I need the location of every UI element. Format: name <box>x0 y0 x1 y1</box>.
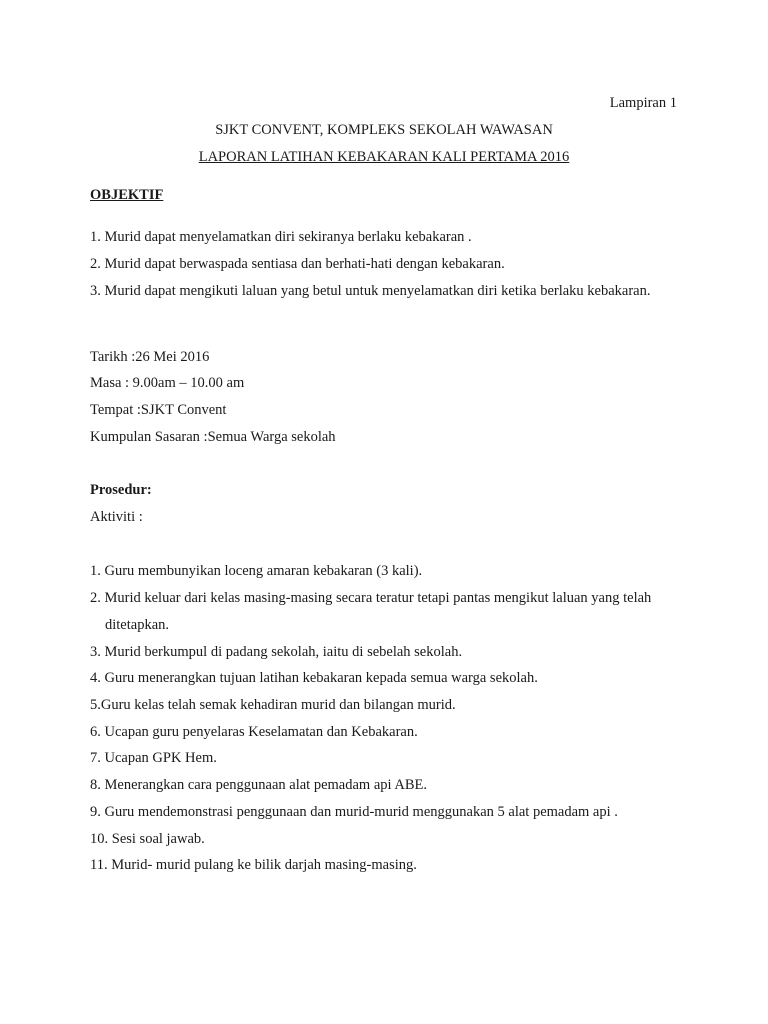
objective-item-2: 2. Murid dapat berwaspada sentiasa dan berhati-hati dengan kebakaran. <box>90 256 505 272</box>
procedure-item-1: 1. Guru membunyikan loceng amaran kebakaran (3 kali). <box>90 563 423 579</box>
objectives-heading: OBJEKTIF <box>90 187 164 203</box>
procedure-item-2: 2. Murid keluar dari kelas masing-masing secara teratur tetapi pantas mengikut laluan yang telah <box>90 590 652 606</box>
procedure-item-3: 3. Murid berkumpul di padang sekolah, iaitu di sebelah sekolah. <box>90 644 463 660</box>
procedure-item-8: 8. Menerangkan cara penggunaan alat pemadam api ABE. <box>90 777 427 793</box>
procedure-heading: Prosedur: <box>90 482 152 498</box>
procedure-item-7: 7. Ucapan GPK Hem. <box>90 750 217 766</box>
procedure-subheading: Aktiviti : <box>90 509 143 525</box>
detail-time: Masa : 9.00am – 10.00 am <box>90 375 245 391</box>
procedure-item-2-continuation: ditetapkan. <box>105 617 170 633</box>
objective-item-3: 3. Murid dapat mengikuti laluan yang betul untuk menyelamatkan diri ketika berlaku kebakaran. <box>90 283 651 299</box>
procedure-item-9: 9. Guru mendemonstrasi penggunaan dan murid-murid menggunakan 5 alat pemadam api . <box>90 804 618 820</box>
detail-date: Tarikh :26 Mei 2016 <box>90 349 210 365</box>
procedure-item-6: 6. Ucapan guru penyelaras Keselamatan dan Kebakaran. <box>90 724 418 740</box>
procedure-item-4: 4. Guru menerangkan tujuan latihan kebakaran kepada semua warga sekolah. <box>90 670 538 686</box>
detail-target: Kumpulan Sasaran :Semua Warga sekolah <box>90 429 336 445</box>
detail-place: Tempat :SJKT Convent <box>90 402 227 418</box>
procedure-item-11: 11. Murid- murid pulang ke bilik darjah masing-masing. <box>90 857 417 873</box>
appendix-label: Lampiran 1 <box>609 95 677 111</box>
school-name: SJKT CONVENT, KOMPLEKS SEKOLAH WAWASAN <box>215 122 553 138</box>
procedure-item-5: 5.Guru kelas telah semak kehadiran murid dan bilangan murid. <box>90 697 456 713</box>
objective-item-1: 1. Murid dapat menyelamatkan diri sekiranya berlaku kebakaran . <box>90 229 472 245</box>
report-title: LAPORAN LATIHAN KEBAKARAN KALI PERTAMA 2016 <box>198 149 570 165</box>
procedure-item-10: 10. Sesi soal jawab. <box>90 831 205 847</box>
